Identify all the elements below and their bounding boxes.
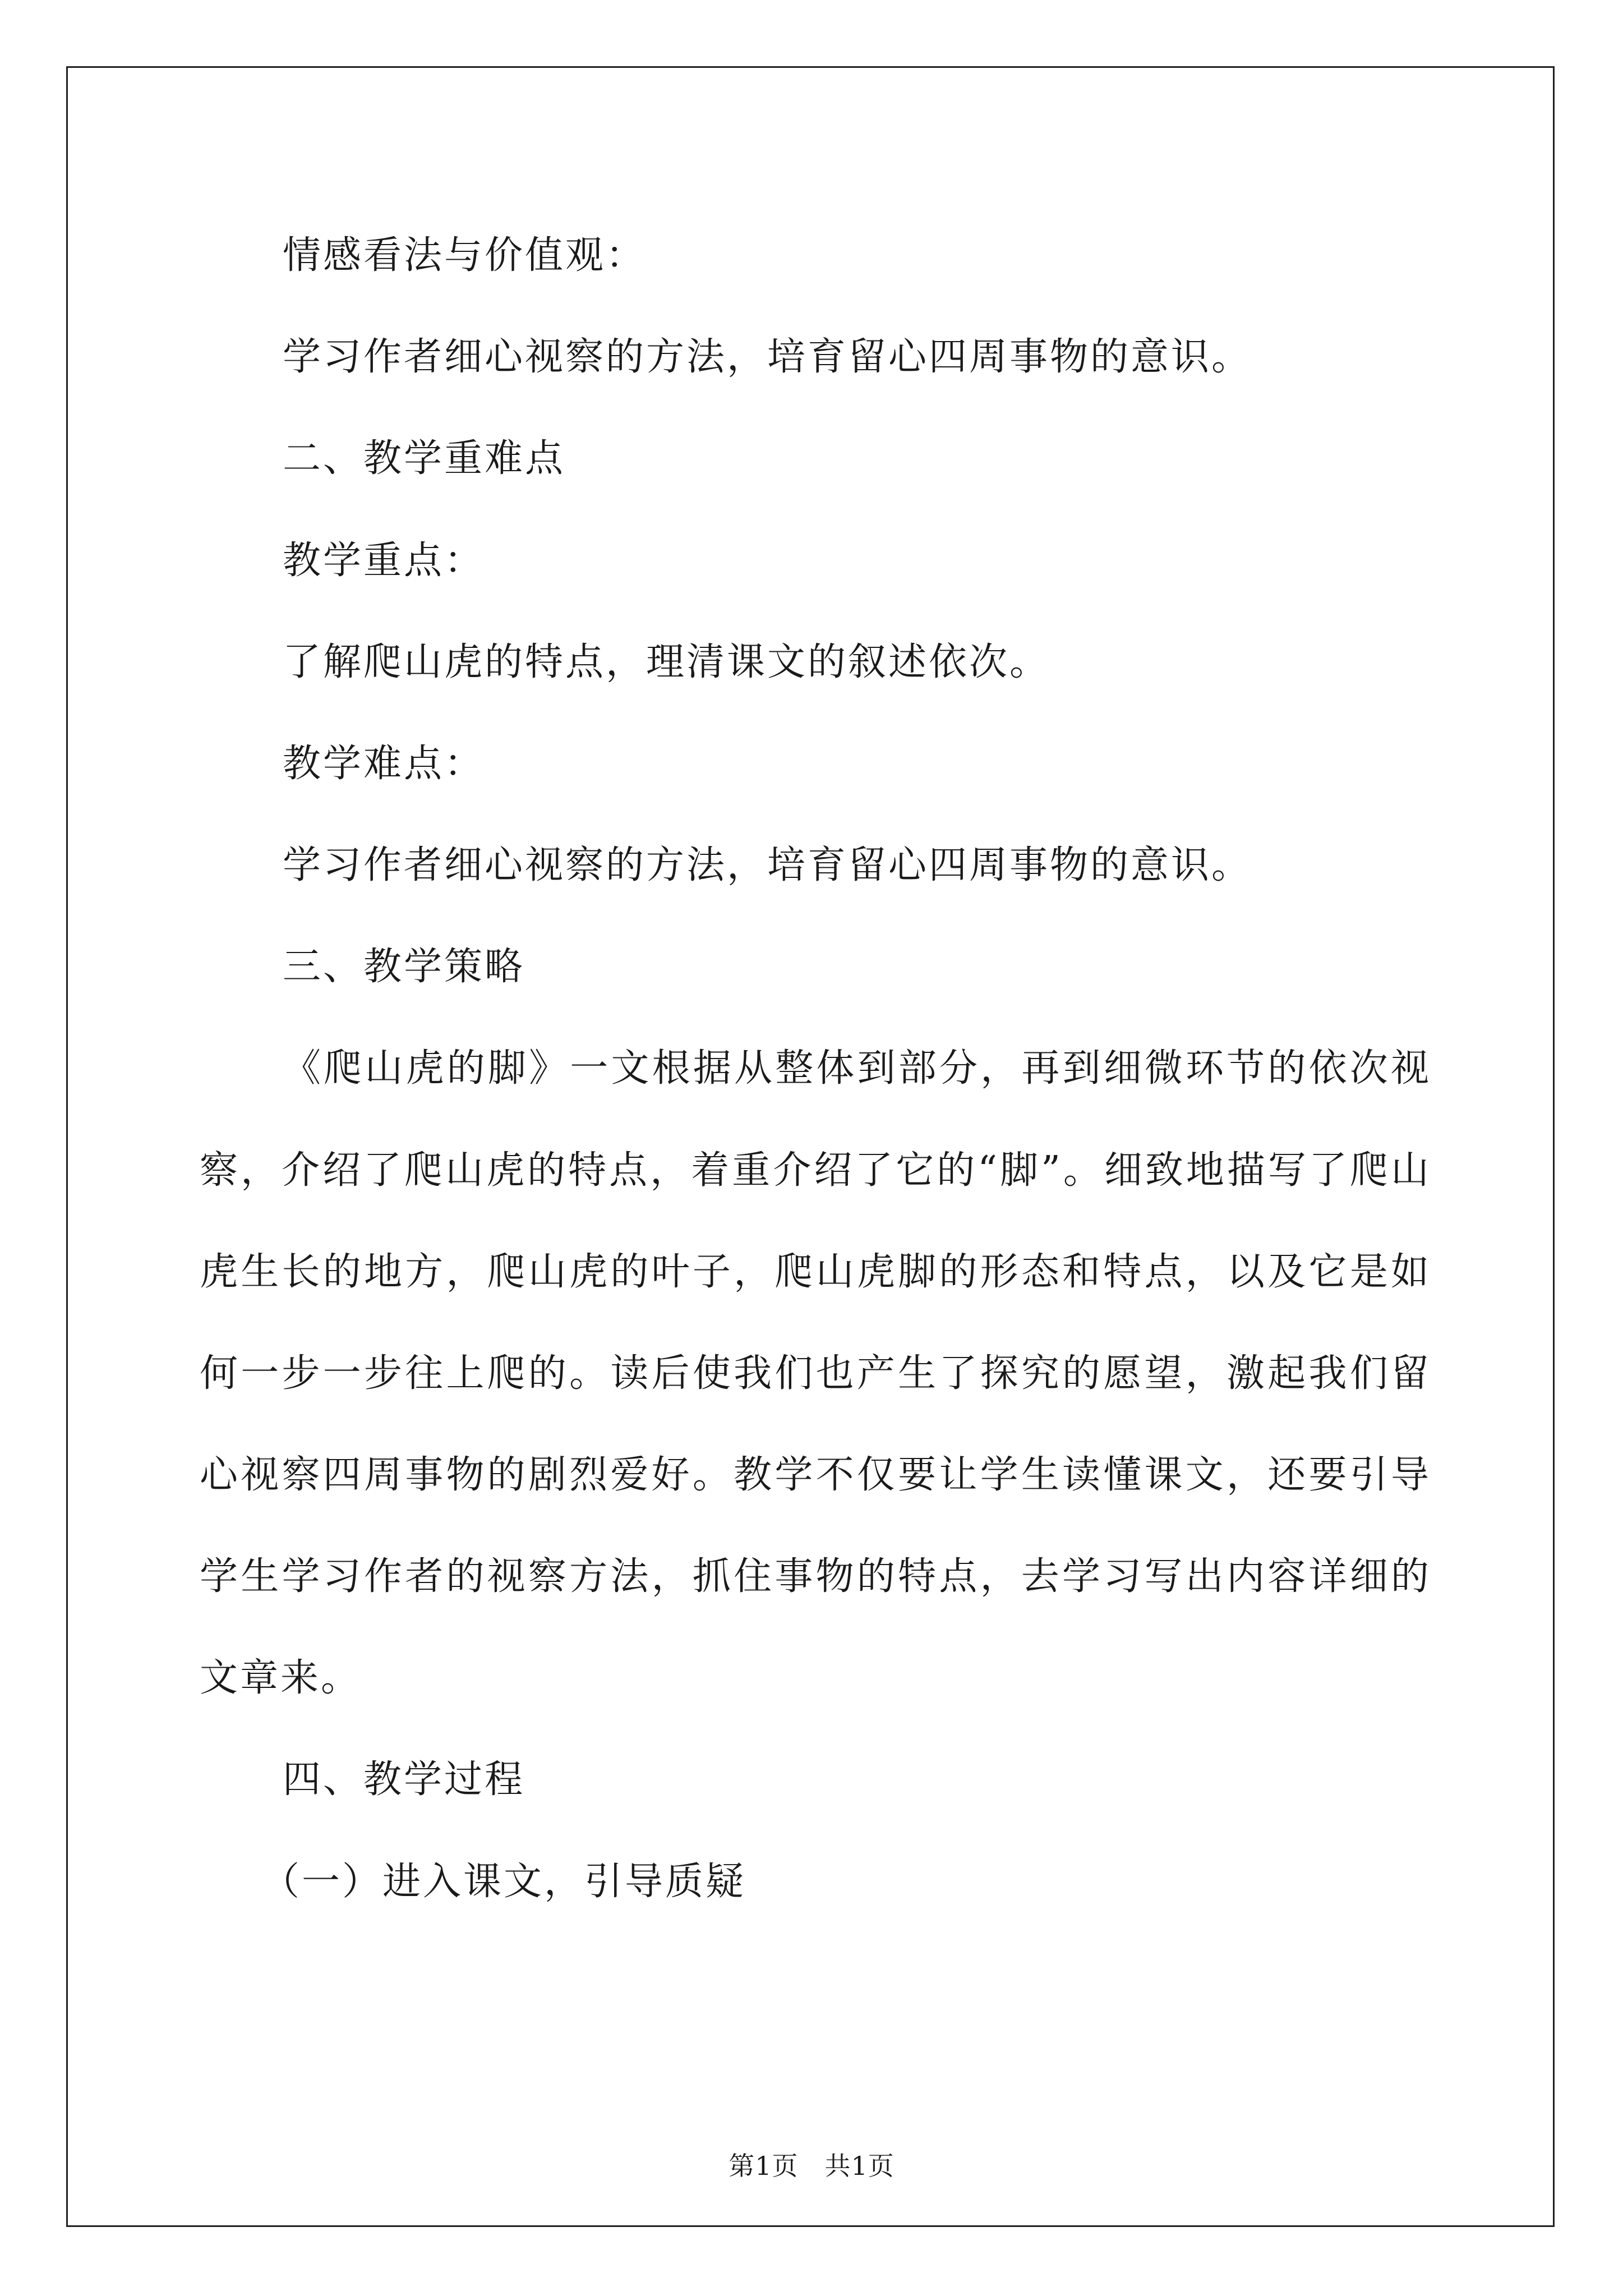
paragraph-line: 心视察四周事物的剧烈爱好。教学不仅要让学生读懂课文，还要引导: [200, 1453, 1431, 1497]
heading-emotion-values: 情感看法与价值观：: [283, 233, 647, 278]
subheading-key-points: 教学重点：: [283, 539, 485, 583]
section-heading-4: 四、教学过程: [283, 1757, 525, 1802]
paragraph-line: 文章来。: [200, 1656, 362, 1700]
subheading-difficult-points: 教学难点：: [283, 742, 485, 786]
page-number: 第1页: [728, 2151, 799, 2181]
paragraph-line: 学生学习作者的视察方法，抓住事物的特点，去学习写出内容详细的: [200, 1554, 1431, 1599]
section-heading-3: 三、教学策略: [283, 945, 525, 989]
text-line: 学习作者细心视察的方法，培育留心四周事物的意识。: [283, 843, 1252, 887]
page-footer: [0, 2146, 1623, 2183]
paragraph-line: 察，介绍了爬山虎的特点，着重介绍了它的“脚”。细致地描写了爬山: [200, 1148, 1431, 1193]
text-line: 学习作者细心视察的方法，培育留心四周事物的意识。: [283, 335, 1252, 379]
page-total: 共1页: [824, 2151, 895, 2181]
section-heading-2: 二、教学重难点: [283, 436, 566, 481]
paragraph-line: 虎生长的地方，爬山虎的叶子，爬山虎脚的形态和特点，以及它是如: [200, 1250, 1431, 1294]
text-line: 了解爬山虎的特点，理清课文的叙述依次。: [283, 640, 1050, 684]
paragraph-line: 何一步一步往上爬的。读后使我们也产生了探究的愿望，激起我们留: [200, 1351, 1431, 1396]
paragraph-line: 《爬山虎的脚》一文根据从整体到部分，再到细微环节的依次视: [283, 1046, 1431, 1091]
subsection-heading: （一）进入课文，引导质疑: [261, 1860, 746, 1904]
